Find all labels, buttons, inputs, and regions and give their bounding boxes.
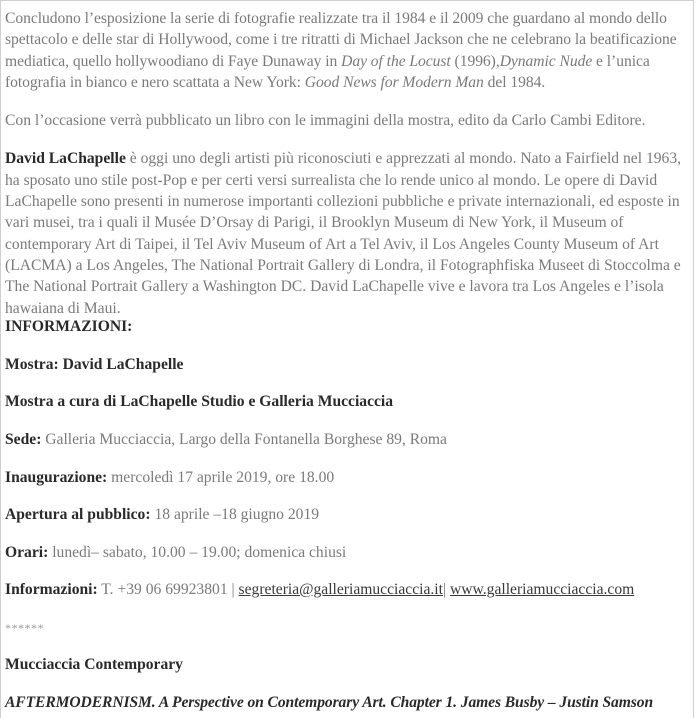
- biography-text: è oggi uno degli artisti più riconosciuti e apprezzati al mondo. Nato a Fairfield nel 1963, ha sposato uno stile post-Pop e per certi versi surrealista che lo rende unico al mondo. Le opere di David LaChapelle sono presenti in numerose importanti collezioni pubbliche e private internazionali, ed esposte in vari musei, tra i quali il Musée D’Orsay di Parigi, il Brooklyn Museum di New York, il Museum of contemporary Art di Taipei, il Tel Aviv Museum of Art a Tel Aviv, il Los Angeles County Museum of Art (LACMA) a Los Angeles, The National Portrait Gallery di Londra, il Fotographfiska Museet di Stoccolma e The National Portrait Gallery a Washington DC. David LaChapelle vive e lavora tra Los Angeles e l’isola hawaiana di Maui.: [5, 150, 682, 317]
- text: del 1984.: [483, 73, 546, 91]
- section-heading-mucciaccia-contemporary: Mucciaccia Contemporary: [5, 656, 183, 673]
- text: Concludono l’esposizione la serie di fotografie realizzate tra il 1984 e il 2009 che guardano al mondo dello spettacolo e delle star di Hollywood, come i tre ritratti di Michael Jackson che ne celebrano la beatificazione mediatica, quello hollywoodiano di Faye Dunaway in: [5, 10, 677, 70]
- article-body: [5, 8, 689, 336]
- italic-title-dynamic-nude: Dynamic Nude: [499, 52, 593, 70]
- email-link[interactable]: segreteria@galleriamucciaccia.it: [238, 581, 443, 598]
- text: (1996),: [450, 52, 500, 70]
- label: Apertura al pubblico:: [5, 506, 151, 523]
- info-contatti: [5, 579, 634, 600]
- value: lunedì– sabato, 10.00 – 19.00; domenica chiusi: [48, 544, 347, 561]
- info-curatori: Mostra a cura di LaChapelle Studio e Galleria Mucciaccia: [5, 393, 394, 410]
- separator: |: [442, 581, 450, 598]
- label: Orari:: [5, 544, 49, 561]
- value: Galleria Mucciaccia, Largo della Fontanella Borghese 89, Roma: [41, 431, 447, 448]
- label: Inaugurazione:: [5, 469, 108, 486]
- info-heading: INFORMAZIONI:: [5, 318, 133, 335]
- italic-title-good-news: Good News for Modern Man: [304, 73, 484, 91]
- info-apertura: [5, 504, 319, 525]
- value: mercoledì 17 aprile 2019, ore 18.00: [107, 469, 335, 486]
- website-link[interactable]: www.galleriamucciaccia.com: [449, 581, 635, 598]
- info-orari: [5, 542, 346, 563]
- info-inaugurazione: [5, 467, 334, 488]
- section-separator: ******: [5, 621, 44, 635]
- italic-title-day-of-the-locust: Day of the Locust: [341, 52, 451, 70]
- label: Informazioni:: [5, 581, 98, 598]
- section-title-aftermodernism: AFTERMODERNISM. A Perspective on Contemporary Art. Chapter 1. James Busby – Justin Samson: [5, 694, 654, 711]
- paragraph-photographs: [5, 8, 689, 93]
- artist-name: David LaChapelle: [5, 150, 126, 168]
- label: Sede:: [5, 431, 42, 448]
- value: 18 aprile –18 giugno 2019: [150, 506, 320, 523]
- paragraph-book: Con l’occasione verrà pubblicato un libro con le immagini della mostra, edito da Carlo Cambi Editore.: [5, 112, 646, 130]
- paragraph-biography: [5, 148, 689, 318]
- text: e l’unica fotografia in bianco e nero scattata a New York:: [5, 52, 650, 91]
- info-sede: [5, 429, 447, 450]
- info-mostra: Mostra: David LaChapelle: [5, 356, 184, 373]
- phone: T. +39 06 69923801 |: [97, 581, 239, 598]
